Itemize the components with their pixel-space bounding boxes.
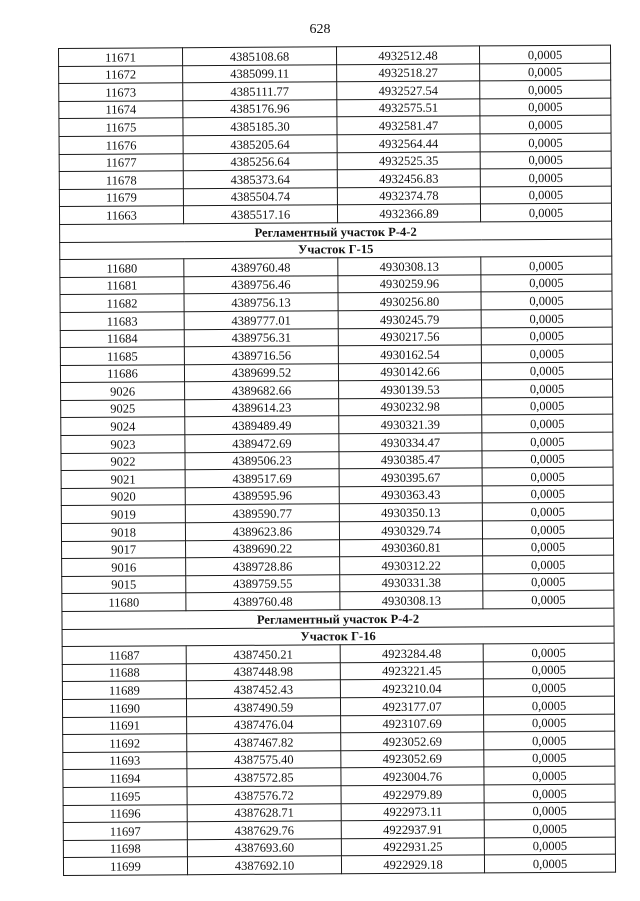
tolerance-cell: 0,0005 <box>482 432 613 450</box>
point-number-cell: 11696 <box>63 804 187 822</box>
point-number-cell: 9017 <box>62 540 186 558</box>
tolerance-cell: 0,0005 <box>483 661 614 679</box>
tolerance-cell: 0,0005 <box>480 133 611 151</box>
tolerance-cell: 0,0005 <box>484 802 615 820</box>
x-coordinate-cell: 4387629.76 <box>187 821 341 840</box>
tolerance-cell: 0,0005 <box>481 256 612 274</box>
point-number-cell: 9018 <box>61 523 185 541</box>
y-coordinate-cell: 4930321.39 <box>339 415 482 433</box>
y-coordinate-cell: 4930308.13 <box>338 257 481 275</box>
point-number-cell: 9015 <box>62 576 186 594</box>
tolerance-cell: 0,0005 <box>482 503 613 521</box>
x-coordinate-cell: 4389728.86 <box>186 557 340 576</box>
tolerance-cell: 0,0005 <box>482 467 613 485</box>
x-coordinate-cell: 4389716.56 <box>184 346 338 365</box>
y-coordinate-cell: 4930350.13 <box>339 503 482 521</box>
y-coordinate-cell: 4922931.25 <box>341 838 484 856</box>
tolerance-cell: 0,0005 <box>484 854 615 872</box>
point-number-cell: 11689 <box>62 681 186 699</box>
y-coordinate-cell: 4930232.98 <box>339 398 482 416</box>
y-coordinate-cell: 4930256.80 <box>338 292 481 310</box>
document-sheet <box>58 45 615 876</box>
y-coordinate-cell: 4932512.48 <box>336 46 479 64</box>
section-heading: Регламентный участок Р-4-2 <box>60 221 612 242</box>
point-number-cell: 11690 <box>62 699 186 717</box>
y-coordinate-cell: 4932564.44 <box>337 134 480 152</box>
point-number-cell: 11663 <box>59 206 183 224</box>
tolerance-cell: 0,0005 <box>481 274 612 292</box>
tolerance-cell: 0,0005 <box>483 643 614 661</box>
point-number-cell: 11679 <box>59 188 183 206</box>
point-number-cell: 9025 <box>61 400 185 418</box>
x-coordinate-cell: 4385108.68 <box>183 47 337 66</box>
section-subheading: Участок Г-15 <box>60 239 612 260</box>
y-coordinate-cell: 4930259.96 <box>338 275 481 293</box>
tolerance-cell: 0,0005 <box>483 678 614 696</box>
x-coordinate-cell: 4387448.98 <box>186 663 340 682</box>
point-number-cell: 9019 <box>61 505 185 523</box>
x-coordinate-cell: 4389760.48 <box>186 592 340 611</box>
point-number-cell: 11697 <box>63 822 187 840</box>
y-coordinate-cell: 4932581.47 <box>337 116 480 134</box>
point-number-cell: 11680 <box>62 593 186 611</box>
x-coordinate-cell: 4387628.71 <box>187 803 341 822</box>
tolerance-cell: 0,0005 <box>483 696 614 714</box>
point-number-cell: 9023 <box>61 435 185 453</box>
y-coordinate-cell: 4930308.13 <box>340 591 483 609</box>
point-number-cell: 11692 <box>63 734 187 752</box>
x-coordinate-cell: 4389472.69 <box>185 434 339 453</box>
y-coordinate-cell: 4932527.54 <box>337 81 480 99</box>
y-coordinate-cell: 4930331.38 <box>340 574 483 592</box>
tolerance-cell: 0,0005 <box>481 362 612 380</box>
point-number-cell: 11694 <box>63 769 187 787</box>
x-coordinate-cell: 4389699.52 <box>184 363 338 382</box>
point-number-cell: 11688 <box>62 664 186 682</box>
tolerance-cell: 0,0005 <box>484 714 615 732</box>
tolerance-cell: 0,0005 <box>480 203 611 221</box>
point-number-cell: 9020 <box>61 488 185 506</box>
section-heading: Регламентный участок Р-4-2 <box>62 608 614 629</box>
x-coordinate-cell: 4389756.13 <box>184 293 338 312</box>
y-coordinate-cell: 4932456.83 <box>337 169 480 187</box>
tolerance-cell: 0,0005 <box>481 344 612 362</box>
point-number-cell: 11686 <box>60 364 184 382</box>
point-number-cell: 11683 <box>60 312 184 330</box>
y-coordinate-cell: 4923210.04 <box>340 679 483 697</box>
point-number-cell: 11682 <box>60 294 184 312</box>
y-coordinate-cell: 4922937.91 <box>341 820 484 838</box>
x-coordinate-cell: 4389760.48 <box>184 258 338 277</box>
x-coordinate-cell: 4385517.16 <box>183 205 337 224</box>
tolerance-cell: 0,0005 <box>479 45 610 63</box>
x-coordinate-cell: 4385256.64 <box>183 152 337 171</box>
y-coordinate-cell: 4923052.69 <box>341 750 484 768</box>
y-coordinate-cell: 4930363.43 <box>339 486 482 504</box>
point-number-cell: 11693 <box>63 751 187 769</box>
x-coordinate-cell: 4385185.30 <box>183 117 337 136</box>
y-coordinate-cell: 4923107.69 <box>341 714 484 732</box>
y-coordinate-cell: 4923284.48 <box>340 644 483 662</box>
table-row <box>63 854 615 875</box>
coordinates-table <box>58 45 616 876</box>
tolerance-cell: 0,0005 <box>480 63 611 81</box>
x-coordinate-cell: 4385176.96 <box>183 100 337 119</box>
y-coordinate-cell: 4930142.66 <box>338 363 481 381</box>
tolerance-cell: 0,0005 <box>482 485 613 503</box>
y-coordinate-cell: 4930334.47 <box>339 433 482 451</box>
tolerance-cell: 0,0005 <box>483 591 614 609</box>
y-coordinate-cell: 4923004.76 <box>341 767 484 785</box>
x-coordinate-cell: 4389614.23 <box>185 399 339 418</box>
tolerance-cell: 0,0005 <box>482 520 613 538</box>
x-coordinate-cell: 4389777.01 <box>184 311 338 330</box>
point-number-cell: 11685 <box>60 347 184 365</box>
tolerance-cell: 0,0005 <box>484 749 615 767</box>
x-coordinate-cell: 4387575.40 <box>187 751 341 770</box>
x-coordinate-cell: 4385504.74 <box>183 188 337 207</box>
point-number-cell: 11674 <box>59 101 183 119</box>
point-number-cell: 11676 <box>59 136 183 154</box>
x-coordinate-cell: 4387572.85 <box>187 768 341 787</box>
tolerance-cell: 0,0005 <box>484 731 615 749</box>
point-number-cell: 9022 <box>61 452 185 470</box>
y-coordinate-cell: 4930312.22 <box>340 556 483 574</box>
page-number: 628 <box>309 22 331 37</box>
x-coordinate-cell: 4387476.04 <box>187 715 341 734</box>
y-coordinate-cell: 4930385.47 <box>339 451 482 469</box>
y-coordinate-cell: 4923221.45 <box>340 662 483 680</box>
x-coordinate-cell: 4385205.64 <box>183 135 337 154</box>
tolerance-cell: 0,0005 <box>480 115 611 133</box>
y-coordinate-cell: 4930395.67 <box>339 468 482 486</box>
tolerance-cell: 0,0005 <box>481 309 612 327</box>
y-coordinate-cell: 4932374.78 <box>337 187 480 205</box>
y-coordinate-cell: 4930162.54 <box>338 345 481 363</box>
y-coordinate-cell: 4932366.89 <box>337 204 480 222</box>
point-number-cell: 11695 <box>63 787 187 805</box>
point-number-cell: 9026 <box>61 382 185 400</box>
x-coordinate-cell: 4387693.60 <box>187 839 341 858</box>
y-coordinate-cell: 4922929.18 <box>341 855 484 873</box>
point-number-cell: 11691 <box>63 716 187 734</box>
x-coordinate-cell: 4389595.96 <box>185 487 339 506</box>
y-coordinate-cell: 4930139.53 <box>339 380 482 398</box>
point-number-cell: 11698 <box>63 839 187 857</box>
point-number-cell: 11687 <box>62 646 186 664</box>
tolerance-cell: 0,0005 <box>484 819 615 837</box>
y-coordinate-cell: 4930360.81 <box>340 539 483 557</box>
tolerance-cell: 0,0005 <box>483 538 614 556</box>
x-coordinate-cell: 4387467.82 <box>187 733 341 752</box>
x-coordinate-cell: 4389506.23 <box>185 451 339 470</box>
x-coordinate-cell: 4385099.11 <box>183 64 337 83</box>
point-number-cell: 11678 <box>59 171 183 189</box>
y-coordinate-cell: 4922979.89 <box>341 785 484 803</box>
section-subheading: Участок Г-16 <box>62 626 614 647</box>
y-coordinate-cell: 4923177.07 <box>340 697 483 715</box>
x-coordinate-cell: 4389590.77 <box>185 504 339 523</box>
y-coordinate-cell: 4932575.51 <box>337 99 480 117</box>
x-coordinate-cell: 4387450.21 <box>186 645 340 664</box>
y-coordinate-cell: 4930329.74 <box>339 521 482 539</box>
tolerance-cell: 0,0005 <box>480 98 611 116</box>
point-number-cell: 11677 <box>59 153 183 171</box>
point-number-cell: 11684 <box>60 329 184 347</box>
point-number-cell: 9021 <box>61 470 185 488</box>
point-number-cell: 11672 <box>59 65 183 83</box>
tolerance-cell: 0,0005 <box>484 766 615 784</box>
y-coordinate-cell: 4930245.79 <box>338 310 481 328</box>
y-coordinate-cell: 4932518.27 <box>337 64 480 82</box>
tolerance-cell: 0,0005 <box>482 379 613 397</box>
x-coordinate-cell: 4385111.77 <box>183 82 337 101</box>
tolerance-cell: 0,0005 <box>484 837 615 855</box>
tolerance-cell: 0,0005 <box>480 186 611 204</box>
point-number-cell: 11675 <box>59 118 183 136</box>
x-coordinate-cell: 4389623.86 <box>185 522 339 541</box>
tolerance-cell: 0,0005 <box>480 151 611 169</box>
y-coordinate-cell: 4922973.11 <box>341 802 484 820</box>
tolerance-cell: 0,0005 <box>480 168 611 186</box>
x-coordinate-cell: 4389517.69 <box>185 469 339 488</box>
x-coordinate-cell: 4387692.10 <box>187 856 341 875</box>
x-coordinate-cell: 4387576.72 <box>187 786 341 805</box>
x-coordinate-cell: 4387490.59 <box>186 698 340 717</box>
point-number-cell: 11699 <box>63 857 187 875</box>
tolerance-cell: 0,0005 <box>480 80 611 98</box>
x-coordinate-cell: 4389682.66 <box>185 381 339 400</box>
y-coordinate-cell: 4932525.35 <box>337 151 480 169</box>
point-number-cell: 11673 <box>59 83 183 101</box>
x-coordinate-cell: 4389756.46 <box>184 276 338 295</box>
point-number-cell: 9024 <box>61 417 185 435</box>
point-number-cell: 11680 <box>60 259 184 277</box>
tolerance-cell: 0,0005 <box>481 291 612 309</box>
x-coordinate-cell: 4389759.55 <box>186 575 340 594</box>
tolerance-cell: 0,0005 <box>483 573 614 591</box>
x-coordinate-cell: 4389690.22 <box>186 539 340 558</box>
tolerance-cell: 0,0005 <box>481 327 612 345</box>
tolerance-cell: 0,0005 <box>484 784 615 802</box>
tolerance-cell: 0,0005 <box>482 450 613 468</box>
coordinates-table-body <box>59 45 616 875</box>
x-coordinate-cell: 4385373.64 <box>183 170 337 189</box>
tolerance-cell: 0,0005 <box>482 397 613 415</box>
x-coordinate-cell: 4389489.49 <box>185 416 339 435</box>
tolerance-cell: 0,0005 <box>483 555 614 573</box>
x-coordinate-cell: 4389756.31 <box>184 328 338 347</box>
x-coordinate-cell: 4387452.43 <box>186 680 340 699</box>
point-number-cell: 11671 <box>59 48 183 66</box>
point-number-cell: 11681 <box>60 276 184 294</box>
tolerance-cell: 0,0005 <box>482 415 613 433</box>
y-coordinate-cell: 4930217.56 <box>338 327 481 345</box>
y-coordinate-cell: 4923052.69 <box>341 732 484 750</box>
point-number-cell: 9016 <box>62 558 186 576</box>
